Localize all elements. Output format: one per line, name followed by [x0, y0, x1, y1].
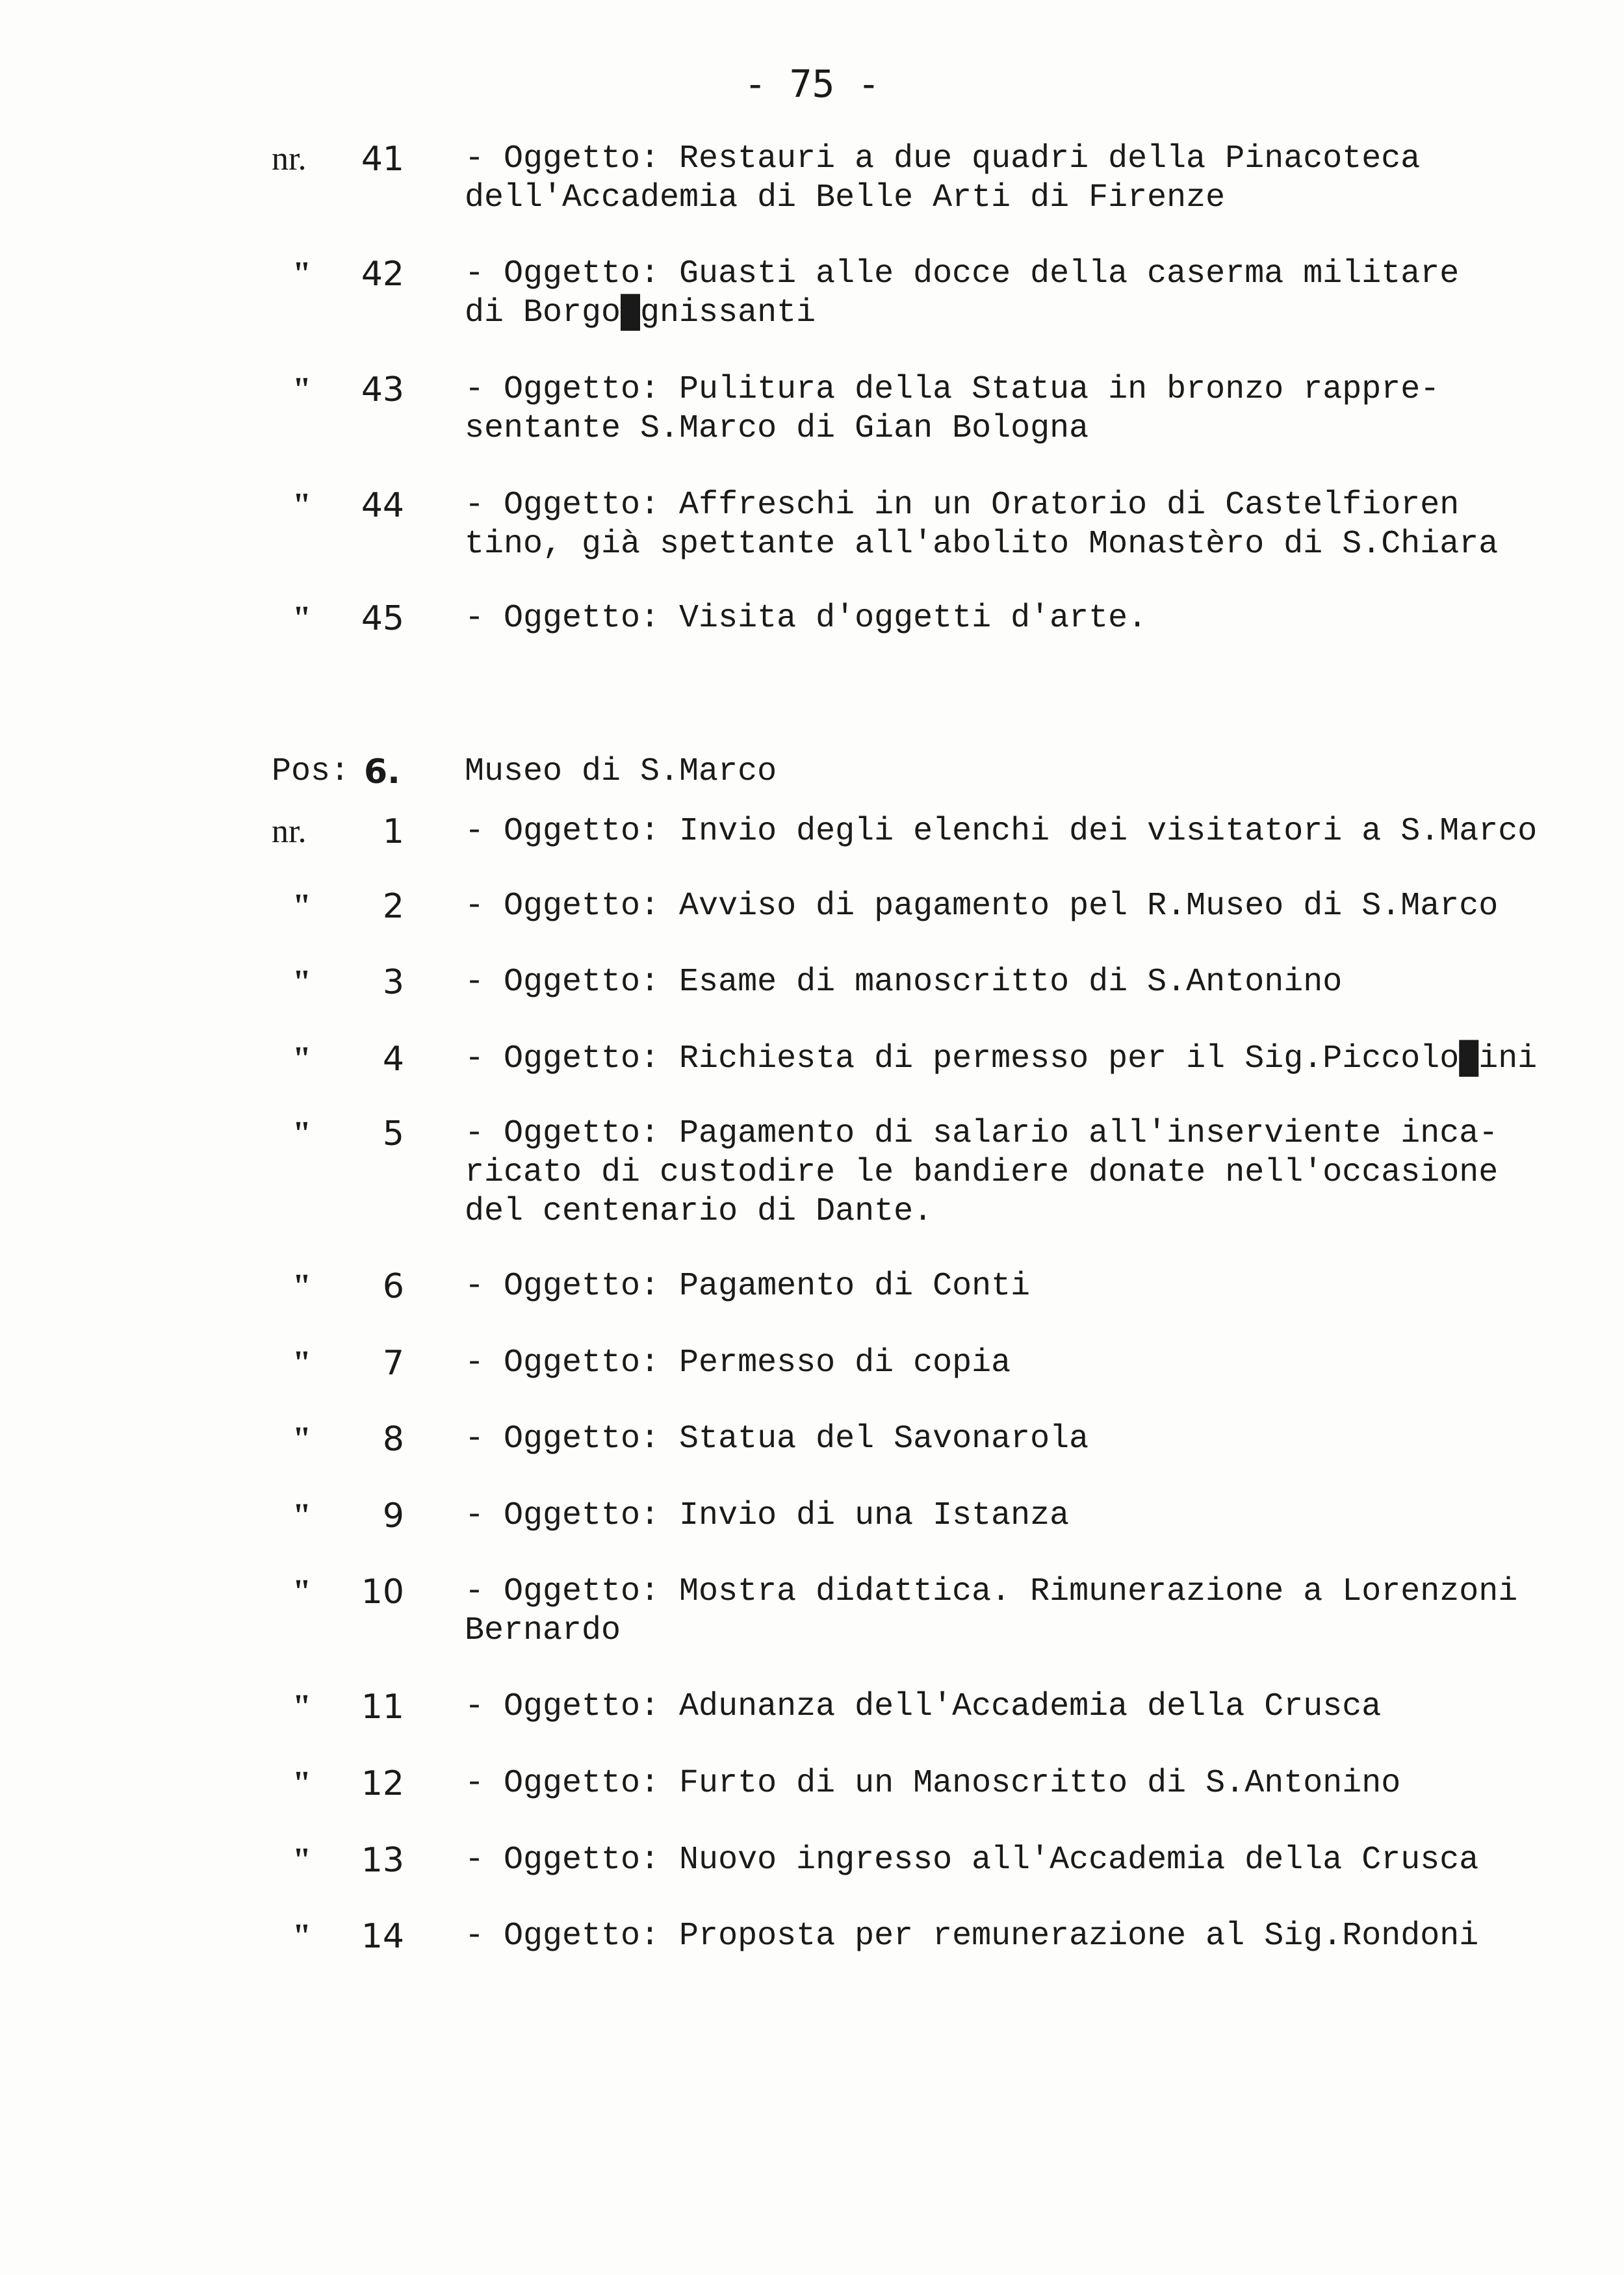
entry-number: 9	[382, 1497, 404, 1536]
entry-text: - Oggetto: Esame di manoscritto di S.Antonino	[465, 964, 1343, 1001]
entry-number: 4	[382, 1040, 404, 1079]
ditto-mark: "	[292, 1344, 311, 1382]
entry-number: 11	[361, 1688, 404, 1727]
position-title: Museo di S.Marco	[465, 753, 777, 790]
ditto-mark: "	[292, 600, 311, 637]
ditto-mark: "	[292, 888, 311, 925]
entry-number: 5	[382, 1114, 404, 1153]
entry-number: 44	[361, 486, 404, 525]
entry-text: - Oggetto: Restauri a due quadri della Pinacoteca dell'Accademia di Belle Arti di Firenze	[465, 140, 1421, 216]
page-number: - 75 -	[743, 62, 881, 106]
entry-text: - Oggetto: Adunanza dell'Accademia della Crusca	[465, 1688, 1382, 1725]
ditto-mark: "	[292, 255, 311, 292]
entry-number: 2	[382, 887, 404, 926]
entry-number: 6	[382, 1267, 404, 1306]
entry-number: 42	[361, 255, 404, 294]
entry-text: - Oggetto: Permesso di copia	[465, 1344, 1011, 1382]
ditto-mark: "	[292, 1765, 311, 1802]
entry-number: 8	[382, 1420, 404, 1459]
entry-text: - Oggetto: Proposta per remunerazione al Sig.Rondoni	[465, 1918, 1479, 1955]
ditto-mark: "	[292, 1115, 311, 1152]
ditto-mark: "	[292, 1918, 311, 1955]
entry-number: 7	[382, 1344, 404, 1383]
entry-text: - Oggetto: Invio di una Istanza	[465, 1497, 1070, 1534]
entry-text: - Oggetto: Pulitura della Statua in bronzo rappre- sentante S.Marco di Gian Bologna	[465, 371, 1440, 447]
entry-number: 1	[382, 812, 404, 851]
ditto-mark: "	[292, 1573, 311, 1610]
ditto-mark: "	[292, 1420, 311, 1458]
entry-text: - Oggetto: Mostra didattica. Rimunerazione a Lorenzoni Bernardo	[465, 1573, 1518, 1649]
entry-text: - Oggetto: Guasti alle docce della caserma militare di Borgo█gnissanti	[465, 255, 1460, 331]
entry-prefix: nr.	[272, 140, 307, 177]
entry-number: 10	[361, 1573, 404, 1612]
entry-number: 41	[361, 140, 404, 179]
entry-number: 13	[361, 1841, 404, 1880]
entry-text: - Oggetto: Richiesta di permesso per il Sig.Piccolo█ini	[465, 1040, 1538, 1077]
entry-text: - Oggetto: Statua del Savonarola	[465, 1420, 1089, 1458]
ditto-mark: "	[292, 1688, 311, 1725]
entry-text: - Oggetto: Pagamento di Conti	[465, 1268, 1031, 1305]
entry-number: 14	[361, 1917, 404, 1956]
entry-text: - Oggetto: Furto di un Manoscritto di S.Antonino	[465, 1765, 1401, 1802]
entry-prefix: nr.	[272, 813, 307, 850]
entry-number: 45	[361, 599, 404, 638]
ditto-mark: "	[292, 487, 311, 524]
entry-text: - Oggetto: Affreschi in un Oratorio di Castelfioren tino, già spettante all'abolito Monastèro di S.Chiara	[465, 487, 1499, 563]
entry-number: 43	[361, 370, 404, 409]
position-label: Pos:	[272, 753, 350, 790]
entry-text: - Oggetto: Visita d'oggetti d'arte.	[465, 600, 1148, 637]
ditto-mark: "	[292, 1040, 311, 1077]
ditto-mark: "	[292, 1497, 311, 1534]
entry-number: 3	[382, 963, 404, 1002]
entry-text: - Oggetto: Pagamento di salario all'inserviente inca- ricato di custodire le bandiere donate nell'occasione del centenario di Dante.	[465, 1115, 1499, 1230]
ditto-mark: "	[292, 1268, 311, 1305]
entry-number: 12	[361, 1764, 404, 1803]
ditto-mark: "	[292, 964, 311, 1001]
entry-text: - Oggetto: Invio degli elenchi dei visitatori a S.Marco	[465, 813, 1538, 850]
ditto-mark: "	[292, 1842, 311, 1879]
ditto-mark: "	[292, 371, 311, 408]
entry-text: - Oggetto: Nuovo ingresso all'Accademia della Crusca	[465, 1842, 1479, 1879]
position-number: 6.	[364, 752, 400, 791]
entry-text: - Oggetto: Avviso di pagamento pel R.Museo di S.Marco	[465, 888, 1499, 925]
